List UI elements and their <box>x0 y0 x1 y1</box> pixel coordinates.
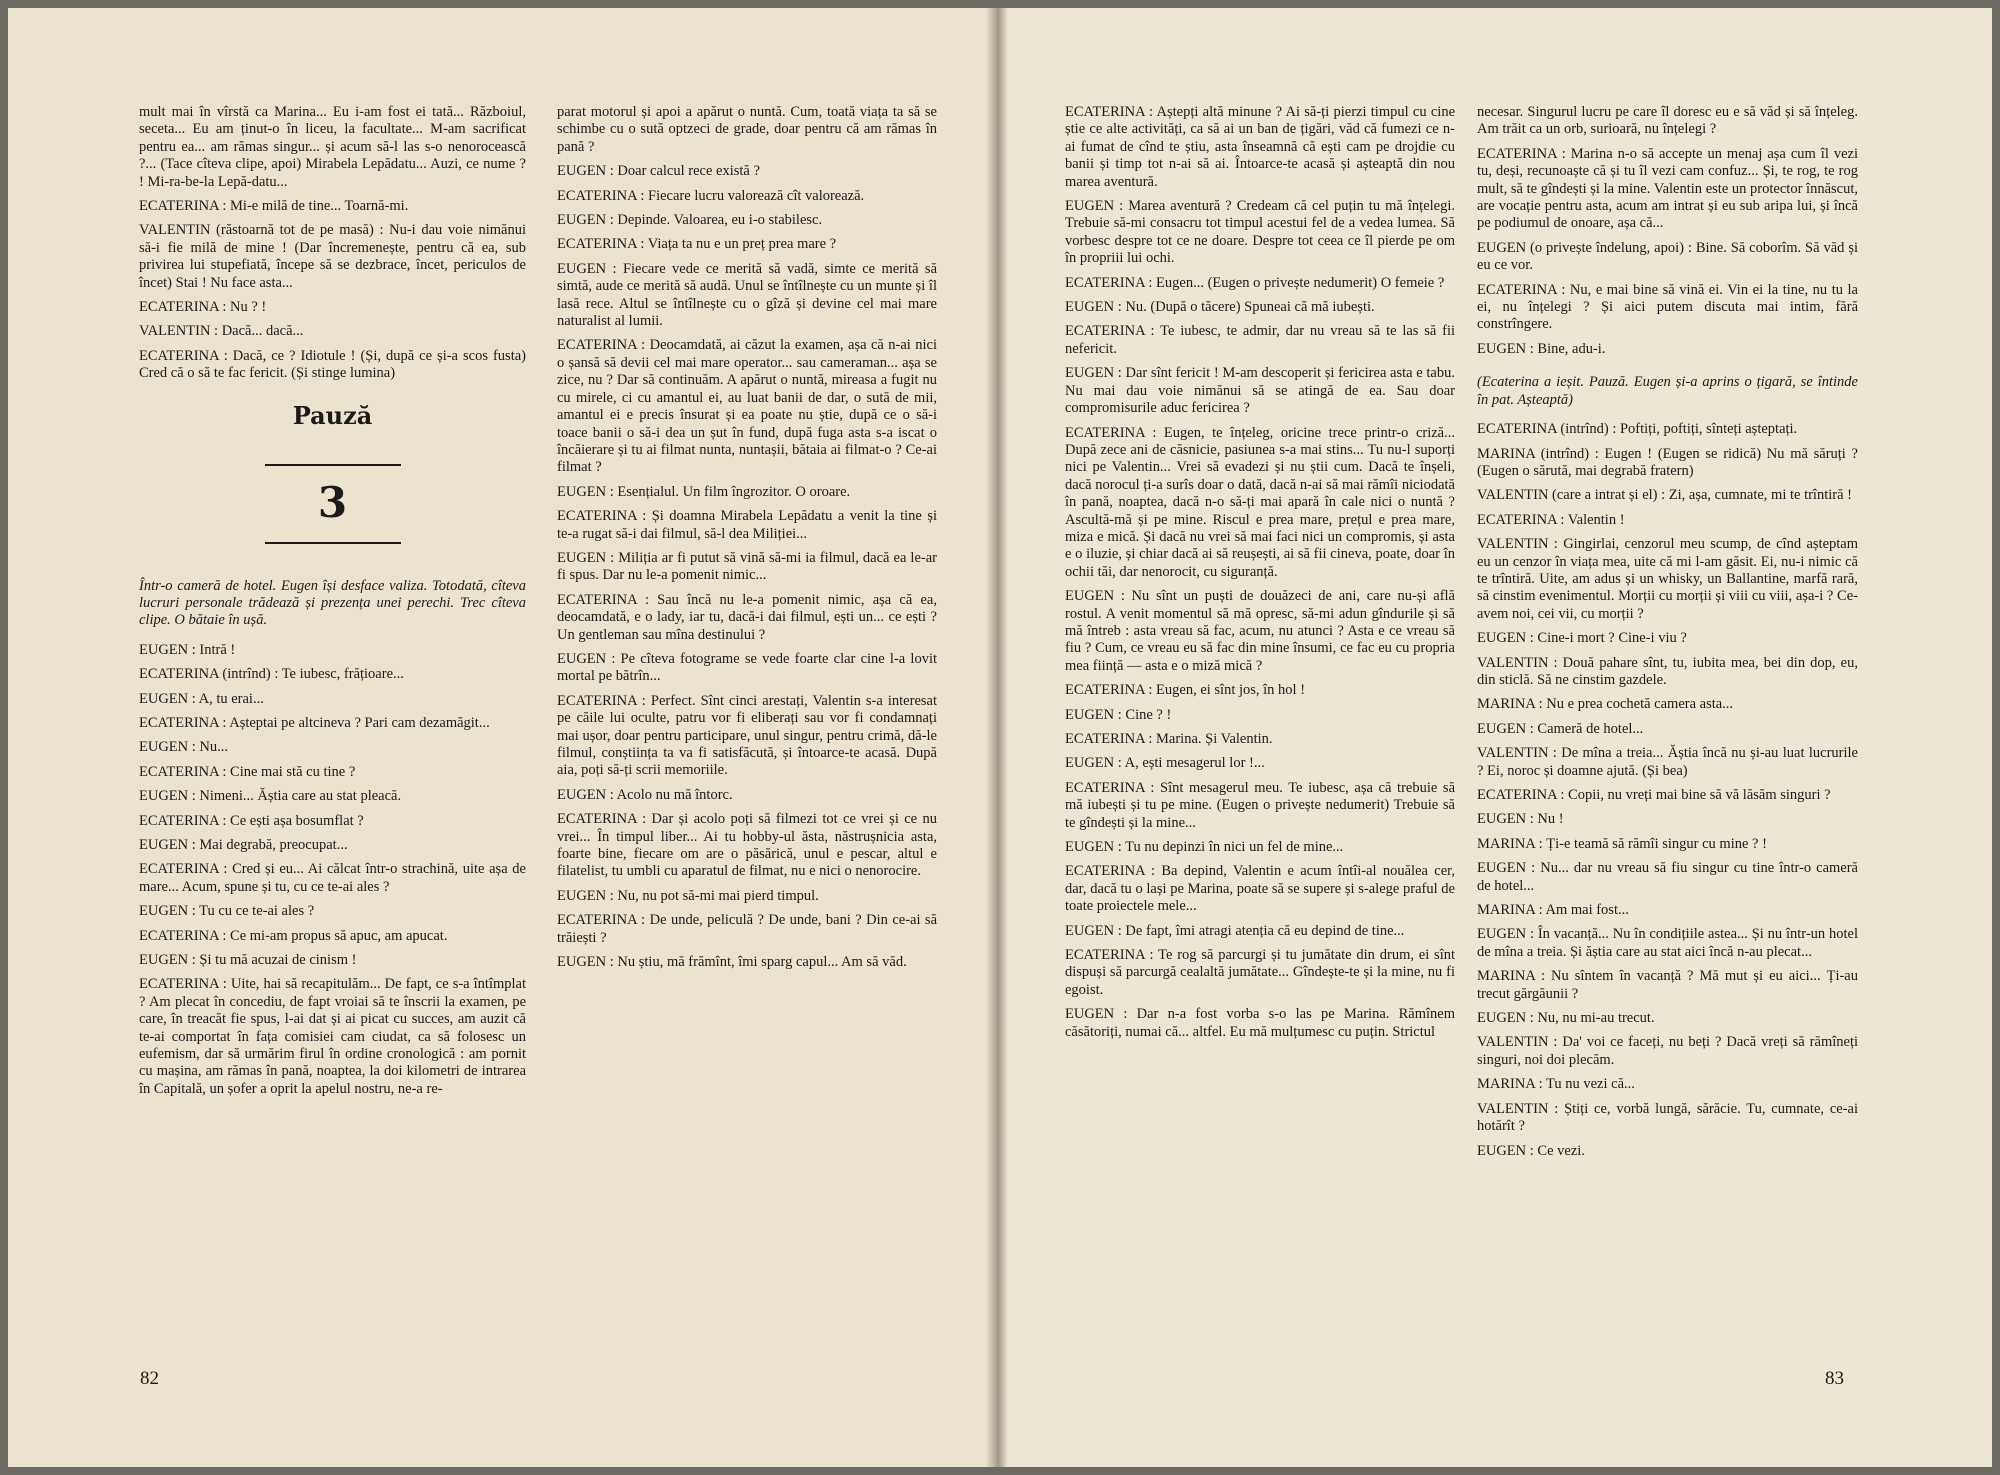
dialogue-line: EUGEN : Ce vezi. <box>1477 1142 1585 1159</box>
dialogue-block <box>557 104 937 971</box>
stage-direction: Într-o cameră de hotel. Eugen își desface valiza. Totodată, cîteva lucruri personale trădează și prezența unei perechi. Trec cîteva clipe. O bătaie în ușă. <box>139 577 526 629</box>
dialogue-line: ECATERINA : Ce mi-am propus să apuc, am apucat. <box>139 927 448 944</box>
page-number: 82 <box>140 1368 159 1389</box>
pause-heading: Pauză <box>292 400 373 430</box>
dialogue-line: ECATERINA : Nu ? ! <box>139 299 267 316</box>
dialogue-line: EUGEN : Acolo nu mă întorc. <box>557 786 733 803</box>
dialogue-line: ECATERINA : Și doamna Mirabela Lepădatu a venit la tine și te-a rugat să-i dai filmul, să-l dea Miliției... <box>557 508 937 542</box>
dialogue-line: ECATERINA : Uite, hai să recapitulăm... De fapt, ce s-a întîmplat ? Am plecat în concediu, de fapt vroiai să te înscrii la examen, pe care, în treacăt fie spus, l-ai dat și ai picat cu succes, am auzit că te-ai comportat în fața comisiei cam ciudat, ca să folosesc un eufemism, dar să urmărim firul în ordine cronologică : am pornit cu mașina, am rămas în pană, noaptea, la doi kilometri de intrarea în Capitală, un șofer a oprit la apelul nostru, ne-a re- <box>139 976 526 1097</box>
dialogue-line: EUGEN : Fiecare vede ce merită să vadă, simte ce merită să simtă, aude ce merită să audă. Unul se întîlnește cu un munte și îl lasă rece. Altul se întîlnește cu o gîză și devine cel mai mare naturalist al lumii. <box>557 260 937 330</box>
dialogue-line: EUGEN : Cine ? ! <box>1065 706 1172 723</box>
dialogue-block <box>139 104 526 383</box>
dialogue-line: VALENTIN : Da' voi ce faceți, nu beți ? Dacă vreți să rămîneți singuri, noi doi plecăm. <box>1477 1034 1858 1068</box>
dialogue-line: mult mai în vîrstă ca Marina... Eu i-am fost ei tată... Războiul, seceta... Eu am ținut-o în liceu, la facultate... M-am sacrificat pentru ea... am rămas singur... și acum să-l las s-o nenorocească ?... (Tace cîteva clipe, apoi) Mirabela Lepădatu... Auzi, ce nume ? ! Mi-ra-be-la Lepă-datu... <box>139 104 526 190</box>
dialogue-line: ECATERINA : Perfect. Sînt cinci arestați, Valentin s-a interesat pe căile lui oculte, patru vor fi eliberați sau vor fi condamnați mai ușor, doar pentru participare, unul singur, pentru crimă, dă-le filmul, conștiința ta va fi satisfăcută, și întoarce-te acasă. După aia, poți să-ți scrii memoriile. <box>557 692 937 779</box>
dialogue-line: VALENTIN : Două pahare sînt, tu, iubita mea, bei din dop, eu, din sticlă. Să ne cinstim gazdele. <box>1477 654 1858 688</box>
dialogue-block <box>1477 421 1858 1160</box>
dialogue-line: ECATERINA : Marina n-o să accepte un menaj așa cum îl vezi tu, deși, recunoaște că și tu îl vezi cam confuz... Și, te rog, te rog mult, să te gîndești și la mine. Valentin este un protector înnăscut, are vocație pentru asta, acum am intrat și eu sub aripa lui, și încă pe podiumul de onoare, așa că... <box>1477 145 1858 232</box>
right-column-1 <box>1065 104 1455 1041</box>
scene-number: 3 <box>317 478 348 528</box>
dialogue-line: necesar. Singurul lucru pe care îl doresc eu e să văd și să înțeleg. Am trăit ca un orb, surioară, nu înțelegi ? <box>1477 104 1858 138</box>
dialogue-line: MARINA : Am mai fost... <box>1477 902 1629 919</box>
dialogue-line: ECATERINA : Mi-e milă de tine... Toarnă-mi. <box>139 198 409 215</box>
dialogue-line: ECATERINA : De unde, peliculă ? De unde, bani ? Din ce-ai să trăiești ? <box>557 912 937 946</box>
dialogue-block <box>1065 104 1455 1041</box>
dialogue-block <box>139 642 526 1099</box>
divider-rule <box>265 542 401 544</box>
dialogue-line: ECATERINA : Aștepți altă minune ? Ai să-ți pierzi timpul cu cine știe ce alte activități, ca să ai un ban de țigări, văd că fumezi ce n-ai fumat de cînd te știu, asta înseamnă că ești cam pe drojdie cu banii și timp tot n-ai să ai. Întoarce-te acasă și așteaptă din nou marea aventură. <box>1065 104 1455 190</box>
dialogue-line: ECATERINA : Copii, nu vreți mai bine să vă lăsăm singuri ? <box>1477 787 1831 803</box>
dialogue-line: EUGEN : Și tu mă acuzai de cinism ! <box>139 952 357 968</box>
dialogue-line: EUGEN : Nu sînt un puști de douăzeci de ani, care nu-și află rostul. A venit momentul să mă opresc, să-mi adun gîndurile și să mă întreb : asta vreau să fac, acum, nu atunci ? Asta e ce vreau să fiu ? Cum, ce vreau eu să fac din mine însumi, ce fac eu cu propria mea ființă — asta e o miză mică ? <box>1065 588 1455 674</box>
book-gutter <box>986 8 1008 1467</box>
dialogue-line: ECATERINA : Sau încă nu le-a pomenit nimic, așa că ea, deocamdată, e o lady, iar tu, dacă-i dai filmul, ești un... ce ești ? Un gentleman sau mîna destinului ? <box>557 591 937 643</box>
dialogue-line: EUGEN : Nu știu, mă frămînt, îmi sparg capul... Am să văd. <box>557 954 907 971</box>
dialogue-line: ECATERINA : Te iubesc, te admir, dar nu vreau să te las să fii nefericit. <box>1065 323 1455 357</box>
left-column-1 <box>139 104 526 1098</box>
dialogue-line: EUGEN (o privește îndelung, apoi) : Bine. Să coborîm. Să văd și eu ce vor. <box>1477 239 1858 274</box>
dialogue-line: EUGEN : Nu, nu mi-au trecut. <box>1477 1010 1655 1027</box>
dialogue-line: EUGEN : Nu... dar nu vreau să fiu singur cu tine într-o cameră de hotel... <box>1477 860 1858 894</box>
dialogue-line: ECATERINA (intrînd) : Te iubesc, frățioare... <box>139 666 404 683</box>
dialogue-line: EUGEN : În vacanță... Nu în condițiile astea... Și nu într-un hotel de mîna a treia. Și ăștia care au stat aici încă n-au plecat... <box>1477 926 1858 960</box>
dialogue-line: VALENTIN : De mîna a treia... Ăștia încă nu și-au luat lucrurile ? Ei, noroc și doamne ajută. (Și bea) <box>1477 745 1858 779</box>
dialogue-line: EUGEN : Mai degrabă, preocupat... <box>139 836 348 853</box>
dialogue-line: VALENTIN (care a intrat și el) : Zi, așa, cumnate, mi te trîntiră ! <box>1477 487 1852 504</box>
dialogue-line: EUGEN : A, tu erai... <box>139 690 264 707</box>
dialogue-line: VALENTIN (răstoarnă tot de pe masă) : Nu-i dau voie nimănui să-i fie milă de mine ! (Dar încremenește, pentru că ea, sub privirea lui stupefiată, începe să se dezbrace, încet, periculos de încet) Stai ! Nu face asta... <box>139 222 526 291</box>
dialogue-line: EUGEN : Intră ! <box>139 641 236 658</box>
dialogue-line: ECATERINA : Eugen, te înțeleg, oricine trece printr-o criză... După zece ani de căsnicie, pasiunea s-a mai stins... Tu nu-l suporți nici pe Valentin... Vrei să evadezi și nu știi cum. Dacă te înșeli, dacă norocul ți-a surîs doar o dată, dacă n-ai să mai rămîi niciodată în pană, noaptea, dacă n-o să-ți mai apară în cale nici o nuntă ? Ascultă-mă și pe mine. Riscul e prea mare, prețul e prea mare, miza e mică. Și dacă nu vrei să mai faci nici un compromis, și asta e o iluzie, și chiar dacă ai să reușești, ai să fii cineva, poate, doar în ochii tăi, dar nenorocit, cu siguranță. <box>1065 424 1455 580</box>
dialogue-line: EUGEN : Nu, nu pot să-mi mai pierd timpul. <box>557 887 819 904</box>
dialogue-line: MARINA : Nu sîntem în vacanță ? Mă mut și eu aici... Ți-au trecut gărgăunii ? <box>1477 968 1858 1002</box>
dialogue-line: ECATERINA : Viața ta nu e un preț prea mare ? <box>557 236 837 253</box>
dialogue-line: ECATERINA : Eugen, ei sînt jos, în hol ! <box>1065 682 1306 699</box>
dialogue-line: MARINA : Tu nu vezi că... <box>1477 1076 1635 1093</box>
stage-direction: (Ecaterina a ieșit. Pauză. Eugen și-a aprins o țigară, se întinde în pat. Așteaptă) <box>1477 374 1858 408</box>
dialogue-line: ECATERINA : Te rog să parcurgi și tu jumătate din drum, ei sînt dispuși să parcurgă cealaltă jumătate... Gîndește-te și la mine, nu fi egoist. <box>1065 947 1455 998</box>
dialogue-line: EUGEN : Pe cîteva fotograme se vede foarte clar cine l-a lovit mortal pe bătrîn... <box>557 650 937 685</box>
section-break <box>139 400 526 544</box>
dialogue-line: VALENTIN : Gingirlai, cenzorul meu scump, de cînd așteptam eu un cenzor în viața mea, uite că mi l-am găsit. Ei, nu-i nimic că te trîntiră. Uite, am adus și un whisky, un Ballantine, marfă rară, să cinstim evenimentul. Morții cu morții și viii cu viii, așa-i ? Ce-avem noi, cei vii, cu morții ? <box>1477 536 1858 622</box>
dialogue-line: parat motorul și apoi a apărut o nuntă. Cum, toată viața ta să se schimbe cu o sută optzeci de grade, doar pentru că am rămas în pană ? <box>557 104 937 155</box>
left-column-2 <box>557 104 937 971</box>
dialogue-line: ECATERINA : Deocamdată, ai căzut la examen, așa că n-ai nici o șansă să devii cel mai mare operator... sau cameraman... așa se zice, nu ? Dar să continuăm. A apărut o nuntă, mireasa a fugit nu cu mirele, ci cu amantul ei, au luat banii de dar, o sută de mii, amantul ei e precis însurat și ea poate nu știe, după ce o să-i toace banii o să-i dea un șut în fund, după fuga asta s-a iscat o încăierare și tu ai filmat nunta, nuntașii, bătaia ai filmat-o ? Ce-ai filmat ? <box>557 337 937 476</box>
dialogue-line: ECATERINA : Valentin ! <box>1477 511 1625 528</box>
divider-rule <box>265 464 401 466</box>
dialogue-line: EUGEN : Tu nu depinzi în nici un fel de mine... <box>1065 839 1344 856</box>
right-column-2 <box>1477 104 1858 1160</box>
dialogue-line: ECATERINA (intrînd) : Poftiți, poftiți, sînteți așteptați. <box>1477 421 1798 438</box>
dialogue-line: EUGEN : Cine-i mort ? Cine-i viu ? <box>1477 630 1687 647</box>
dialogue-line: EUGEN : De fapt, îmi atragi atenția că eu depind de tine... <box>1065 922 1405 939</box>
dialogue-line: MARINA (intrînd) : Eugen ! (Eugen se ridică) Nu mă săruți ? (Eugen o sărută, mai degrabă fratern) <box>1477 445 1858 479</box>
dialogue-line: EUGEN : Miliția ar fi putut să vină să-mi ia filmul, dacă ea le-ar fi spus. Dar nu le-a pomenit nimic... <box>557 549 937 584</box>
dialogue-line: ECATERINA : Ce ești așa bosumflat ? <box>139 812 364 829</box>
dialogue-line: ECATERINA : Așteptai pe altcineva ? Pari cam dezamăgit... <box>139 714 490 731</box>
dialogue-line: EUGEN : Dar n-a fost vorba s-o las pe Marina. Rămînem căsătoriți, numai că... altfel. Eu mă mulțumesc cu puțin. Strictul <box>1065 1006 1455 1040</box>
dialogue-line: EUGEN : Dar sînt fericit ! M-am descoperit și fericirea asta e tabu. Nu mai dau voie nimănui să se atingă de ea. Sau doar compromisurile aduc fericirea ? <box>1065 365 1455 417</box>
dialogue-line: EUGEN : Nu... <box>139 739 229 756</box>
dialogue-line: EUGEN : Nu. (După o tăcere) Spuneai că mă iubești. <box>1065 299 1375 316</box>
dialogue-line: MARINA : Nu e prea cochetă camera asta... <box>1477 696 1734 713</box>
dialogue-line: EUGEN : Marea aventură ? Credeam că cel puțin tu mă înțelegi. Trebuie să-mi consacru tot timpul acestui fel de a vedea lumea. Să vorbesc despre tot ce ne doare. Despre tot ceea ce îl pierde pe om în propriii lui ochi. <box>1065 198 1455 267</box>
dialogue-line: ECATERINA : Marina. Și Valentin. <box>1065 731 1273 747</box>
dialogue-line: EUGEN : Depinde. Valoarea, eu i-o stabilesc. <box>557 212 823 229</box>
dialogue-line: ECATERINA : Fiecare lucru valorează cît valorează. <box>557 187 865 204</box>
dialogue-line: EUGEN : A, ești mesagerul lor !... <box>1065 755 1265 772</box>
dialogue-line: MARINA : Ți-e teamă să rămîi singur cu mine ? ! <box>1477 835 1767 852</box>
dialogue-line: EUGEN : Nu ! <box>1477 811 1564 828</box>
dialogue-line: EUGEN : Doar calcul rece există ? <box>557 163 760 180</box>
dialogue-line: VALENTIN : Știți ce, vorbă lungă, sărăcie. Tu, cumnate, ce-ai hotărît ? <box>1477 1100 1858 1135</box>
dialogue-line: EUGEN : Nimeni... Ăștia care au stat pleacă. <box>139 788 402 805</box>
dialogue-line: VALENTIN : Dacă... dacă... <box>139 323 304 340</box>
dialogue-line: EUGEN : Cameră de hotel... <box>1477 720 1644 737</box>
dialogue-line: ECATERINA : Eugen... (Eugen o privește nedumerit) O femeie ? <box>1065 274 1445 291</box>
dialogue-line: EUGEN : Bine, adu-i. <box>1477 340 1606 357</box>
dialogue-block <box>1477 104 1858 358</box>
page-number: 83 <box>1825 1368 1844 1389</box>
dialogue-line: ECATERINA : Nu, e mai bine să vină ei. Vin ei la tine, nu tu la ei, nu înțelegi ? Și aici putem discuta mai intim, fără constrîngere. <box>1477 281 1858 333</box>
dialogue-line: ECATERINA : Sînt mesagerul meu. Te iubesc, așa că trebuie să mă iubești și tu pe mine. (Eugen o privește nedumerit) Trebuie să te gîndești și la mine... <box>1065 779 1455 831</box>
dialogue-line: ECATERINA : Cred și eu... Ai călcat într-o strachină, uite așa de mare... Acum, spune și tu, cu ce te-ai ales ? <box>139 861 526 895</box>
dialogue-line: ECATERINA : Ba depind, Valentin e acum întîi-al nouălea cer, dar, dacă tu o lași pe Marina, poate să se supere și s-alege praful de toate proiectele mele... <box>1065 863 1455 915</box>
dialogue-line: ECATERINA : Dacă, ce ? Idiotule ! (Și, după ce și-a scos fusta) Cred că o să te fac fericit. (Și stinge lumina) <box>139 347 526 382</box>
dialogue-line: EUGEN : Tu cu ce te-ai ales ? <box>139 903 315 920</box>
dialogue-line: EUGEN : Esențialul. Un film îngrozitor. O oroare. <box>557 483 851 500</box>
dialogue-line: ECATERINA : Dar și acolo poți să filmezi tot ce vrei și ce nu vrei... În timpul liber... Ai tu hobby-ul ăsta, năstrușnicia asta, foarte bine, fiecare om are o păsărică, unul e pescar, altul e filatelist, tu umbli cu aparatul de filmat, nu e nici o nenorocire. <box>557 811 937 880</box>
dialogue-line: ECATERINA : Cine mai stă cu tine ? <box>139 763 356 780</box>
